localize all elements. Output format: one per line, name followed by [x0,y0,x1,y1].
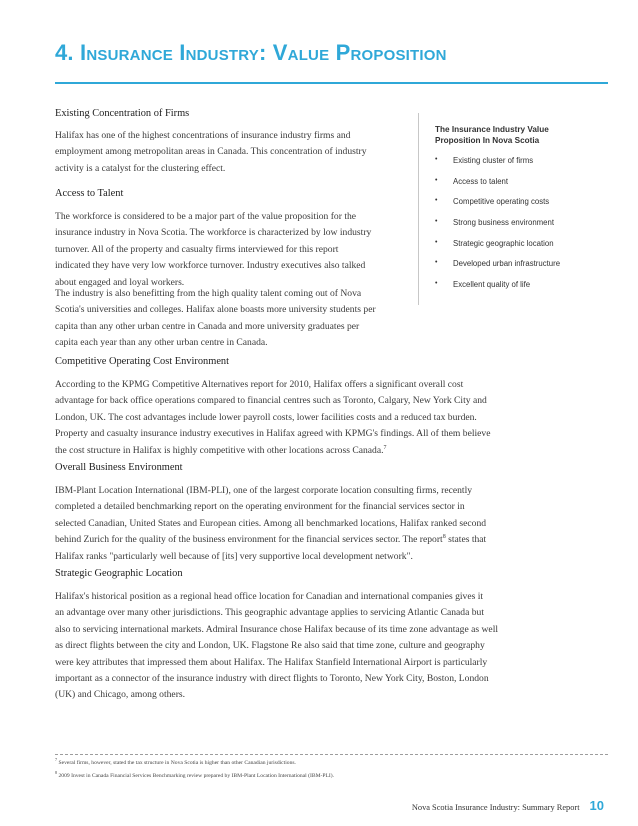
sidebar-title-line: Proposition In Nova Scotia [435,135,540,145]
bullet-icon: • [435,218,438,226]
sidebar-title-line: The Insurance Industry Value [435,125,549,134]
sidebar-title [435,125,549,146]
text-line [55,532,486,548]
paragraph-business [55,483,486,565]
text-line: indicated they have very low workforce turnover. Industry executives also talked [55,260,366,272]
heading-business: Overall Business Environment [55,462,183,473]
footnote-text: Several firms, however, stated the tax structure in Nova Scotia is higher than other Canadian jurisdictions. [57,760,296,766]
sidebar-item-label: Strategic geographic location [453,238,554,248]
text-line: Halifax has one of the highest concentrations of insurance industry firms and [55,130,351,141]
heading-concentration: Existing Concentration of Firms [55,108,190,119]
sidebar-list [431,156,560,301]
sidebar-list-item [431,259,560,280]
text-line: employment among metropolitan areas in Canada. This concentration of industry [55,146,367,158]
text-fragment: the cost structure in Halifax is highly competitive with other locations across Canada. [55,444,384,456]
paragraph-talent-1 [55,209,371,291]
text-line: capita than any other urban centre in Canada and more university graduates per [55,320,360,332]
text-fragment: behind Zurich for the quality of the business environment for the financial services sector. The report [55,534,443,546]
paragraph-geographic [55,589,498,704]
text-line: completed a detailed benchmarking report on the operating environment for the financial services sector in [55,501,465,513]
sidebar-list-item [431,156,560,177]
footnote-marker: 8 [55,770,58,776]
bullet-icon: • [435,238,438,246]
text-line: were key attributes that impressed them about Halifax. The Halifax Stanfield International Airport is particularly [55,656,488,668]
text-line: IBM-Plant Location International (IBM-PLI), one of the largest corporate location consulting firms, recently [55,485,473,496]
footnote-marker: 7 [383,444,387,451]
sidebar-list-item [431,280,560,301]
text-line: as direct flights between the city and London, UK. Flagstone Re also said that time zone, culture and geography [55,640,485,652]
text-line: about engaged and loyal workers. [55,276,185,288]
bullet-icon: • [435,280,438,288]
text-line: selected Canadian, United States and European cities. Among all benchmarked locations, Halifax ranked second [55,517,487,529]
text-line: Halifax's historical position as a regional head office location for Canadian and international companies gives it [55,591,484,602]
footnote-7 [55,757,296,766]
page-number: 10 [589,798,604,813]
sidebar-item-label: Strong business environment [453,218,554,228]
heading-geographic: Strategic Geographic Location [55,568,183,579]
text-line: (UK) and Chicago, among others. [55,689,186,701]
sidebar-list-item [431,218,560,239]
text-line: Property and casualty insurance industry executives in Halifax agreed with KPMG's findings. All of them believe [55,428,491,440]
text-fragment: states that [445,534,487,546]
heading-cost: Competitive Operating Cost Environment [55,356,230,367]
sidebar-item-label: Competitive operating costs [453,197,550,207]
text-line: London, UK. The cost advantages include lower payroll costs, lower facilities costs and a reduced tax burden. [55,411,477,423]
text-line: turnover. All of the property and casualty firms interviewed for this report [55,243,339,255]
text-line: activity is a catalyst for the clustering effect. [55,162,226,174]
bullet-icon: • [435,156,438,163]
bullet-icon: • [435,197,438,205]
text-line: an advantage over many other jurisdictions. This geographic advantage applies to servicing Atlantic Canada but [55,607,485,619]
text-line [55,443,490,459]
page-title: 4. Insurance Industry: Value Proposition [55,40,447,65]
footnote-marker: 8 [442,534,446,541]
paragraph-cost [55,377,490,459]
sidebar-item-label: Developed urban infrastructure [453,259,561,269]
text-line: insurance industry in Nova Scotia. The workforce is characterized by low industry [55,227,372,239]
sidebar-list-item [431,197,560,218]
text-line: also to servicing international markets. Admiral Insurance chose Halifax because of its time zone advantage as well [55,623,499,635]
text-line: important as a connector of the insurance industry with direct flights to Toronto, New York City, Boston, London [55,673,489,685]
text-line: According to the KPMG Competitive Alternatives report for 2010, Halifax offers a significant overall cost [55,379,464,390]
text-line: advantage for back office operations compared to financial centres such as Toronto, Calgary, New York City and [55,395,487,407]
footer-report-title: Nova Scotia Insurance Industry: Summary Report [411,803,580,812]
text-line: Halifax ranks "particularly well because of [its] very supportive local development network". [55,550,413,562]
footnote-marker: 7 [55,757,58,763]
paragraph-talent-2 [55,286,376,352]
footnote-text: 2009 Invest in Canada Financial Services Benchmarking review prepared by IBM-Plant Location International (IBM-PLI). [57,773,335,779]
value-proposition-sidebar [418,113,606,305]
bullet-icon: • [435,176,438,184]
page-footer [412,798,604,813]
sidebar-item-label: Excellent quality of life [453,280,531,290]
text-line: Scotia's universities and colleges. Halifax alone boasts more university students per [55,304,376,316]
text-line: The workforce is considered to be a major part of the value proposition for the [55,211,357,222]
paragraph-concentration [55,128,367,177]
footnote-8 [55,770,335,779]
sidebar-item-label: Existing cluster of firms [453,156,534,165]
sidebar-list-item [431,239,560,260]
text-line: capita each year than any other urban centre in Canada. [55,337,268,349]
sidebar-list-item [431,177,560,198]
sidebar-item-label: Access to talent [453,176,509,186]
heading-talent: Access to Talent [55,188,124,199]
title-divider [55,82,608,84]
bullet-icon: • [435,259,438,267]
text-line: The industry is also benefitting from the high quality talent coming out of Nova [55,288,362,299]
footnote-divider [55,754,608,755]
